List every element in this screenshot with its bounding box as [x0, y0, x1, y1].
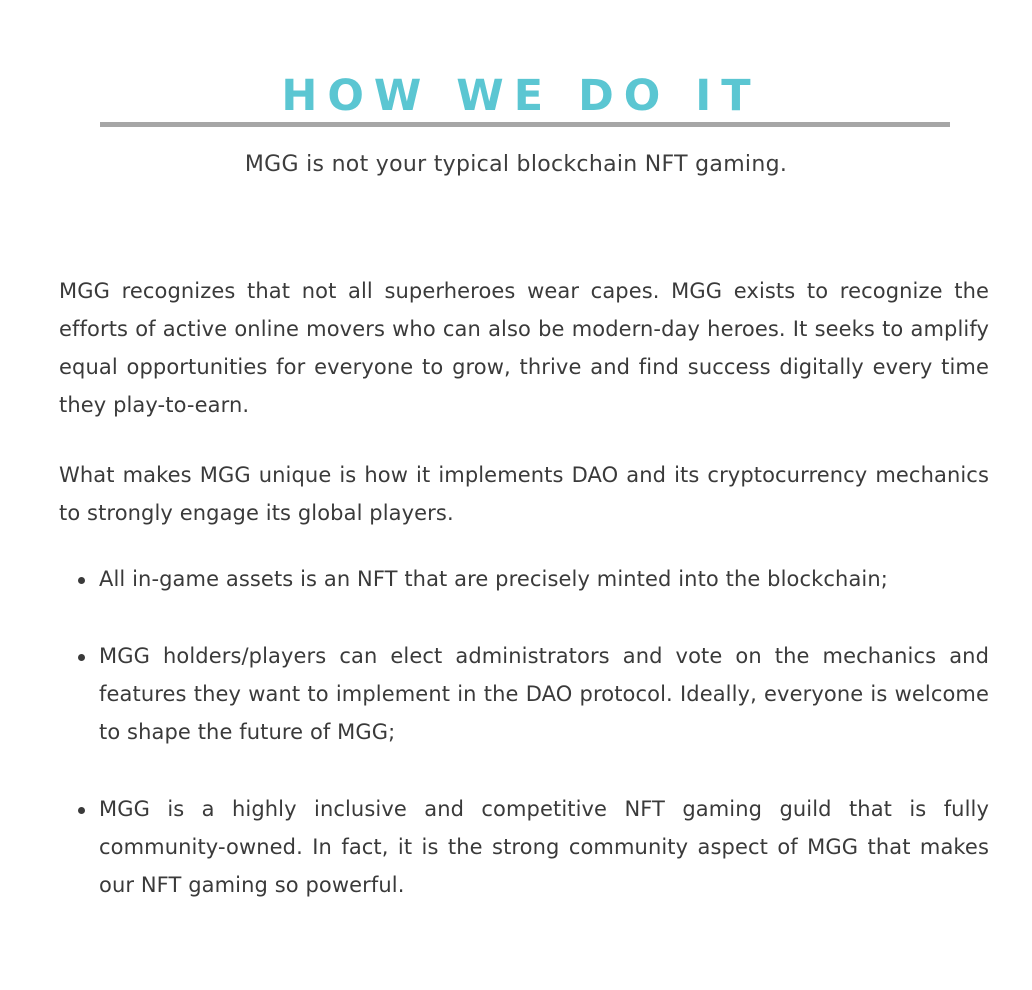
bullet-disc-icon [78, 654, 85, 661]
list-item [59, 637, 989, 751]
list-item [59, 560, 989, 598]
bullet-disc-icon [78, 807, 85, 814]
page-title: HOW WE DO IT [281, 70, 761, 121]
feature-bullet-list [59, 560, 989, 904]
heading-divider [100, 122, 950, 127]
body-paragraph: MGG recognizes that not all superheroes wear capes. MGG exists to recognize the efforts of active online movers who can also be modern-day heroes. It seeks to amplify equal opportunities for everyone to grow, thrive and find success digitally every time they play-to-earn. [59, 279, 989, 417]
list-item-text: MGG holders/players can elect administrators and vote on the mechanics and features they want to implement in the DAO protocol. Ideally, everyone is welcome to shape the future of MGG; [99, 644, 989, 744]
body-content [59, 272, 989, 904]
page-subtitle: MGG is not your typical blockchain NFT gaming. [244, 152, 788, 177]
list-item-text: MGG is a highly inclusive and competitive NFT gaming guild that is fully community-owned. In fact, it is the strong community aspect of MGG that makes our NFT gaming so powerful. [99, 797, 989, 897]
bullet-disc-icon [78, 577, 85, 584]
list-item [59, 790, 989, 904]
list-item-text: All in-game assets is an NFT that are precisely minted into the blockchain; [99, 567, 888, 591]
body-paragraph: What makes MGG unique is how it implements DAO and its cryptocurrency mechanics to strongly engage its global players. [59, 463, 989, 525]
